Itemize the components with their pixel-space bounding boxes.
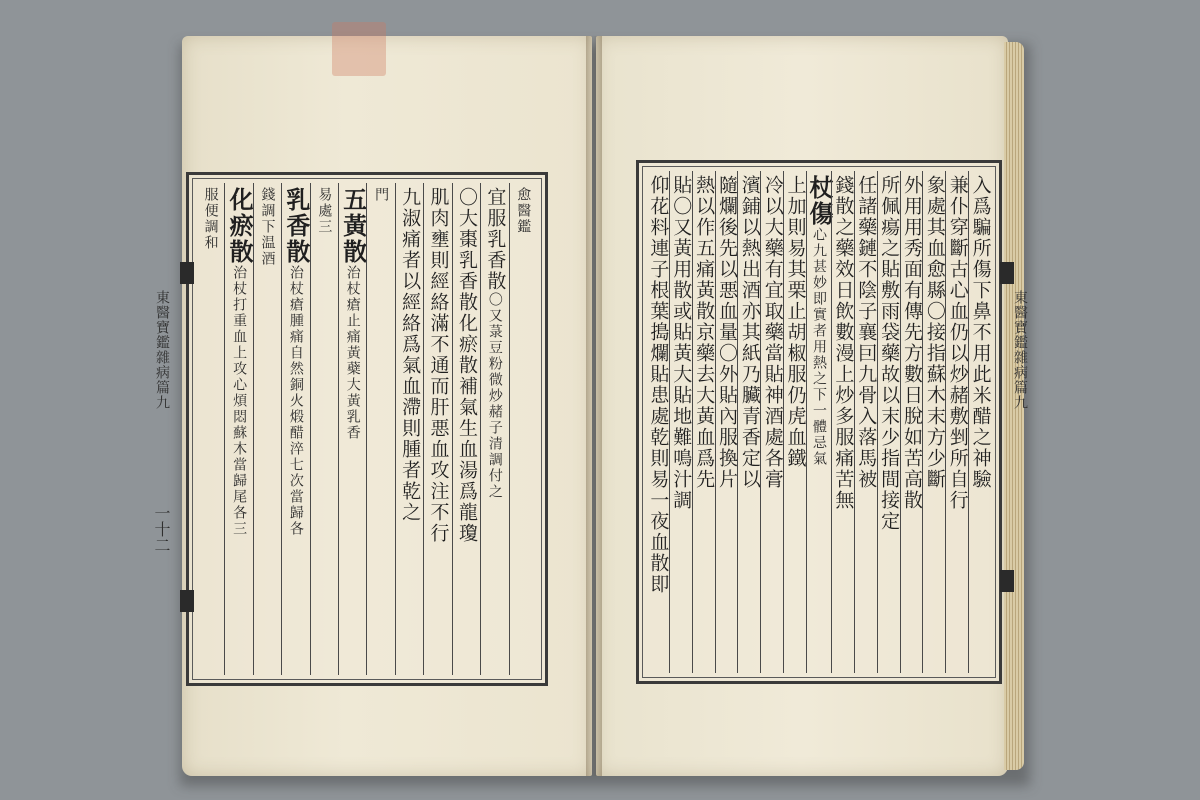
right-column-text: 外用用秀面有傳先方數日脫如苦高散 <box>900 175 923 511</box>
right-column <box>900 171 923 673</box>
right-fold-mark-lower <box>1000 570 1014 592</box>
left-column-text: 乳香散 <box>281 187 311 265</box>
fold-mark-upper <box>180 262 194 284</box>
left-column <box>197 183 224 675</box>
left-column <box>509 183 537 675</box>
right-column <box>922 171 945 673</box>
left-column-text: 五黃散 <box>338 187 368 265</box>
left-column <box>281 183 309 675</box>
right-fold-title: 東醫寶鑑雜病篇九 <box>1012 290 1028 410</box>
left-column <box>366 183 394 675</box>
right-column-text: 錢散之藥效日飲數漫上炒多服痛苦無 <box>832 175 855 511</box>
left-text-frame <box>186 172 548 686</box>
right-column <box>831 171 854 673</box>
left-column <box>224 183 255 675</box>
left-column-text: 服便調和 <box>202 187 219 251</box>
left-column-annotation: 醫鑑 <box>515 203 532 235</box>
right-fold-mark-upper <box>1000 262 1014 284</box>
right-column <box>669 171 692 673</box>
left-column-annotation: 治杖打重血上攻心煩悶蘇木當歸尾各三 <box>231 265 248 537</box>
left-column-annotation: 治杖瘡止痛黃蘗大黃乳香 <box>344 265 361 441</box>
right-column-text: 兼仆穿斷古心血仍以炒赭敷剉所自行 <box>946 175 969 511</box>
right-column <box>968 171 991 673</box>
library-seal <box>332 22 386 76</box>
right-column <box>804 171 834 673</box>
left-column-text: 肌肉壅則經絡滿不通而肝悪血攻注不行 <box>427 187 450 544</box>
book-gutter <box>586 36 602 776</box>
left-column <box>395 183 423 675</box>
left-columns <box>197 183 537 675</box>
right-column <box>854 171 877 673</box>
right-column-text: 貼〇又黃用散或貼黃大貼地難鳴汁調 <box>670 175 693 511</box>
right-column-text: 濱鋪以熱出酒亦其紙乃臟青香定以 <box>738 175 761 490</box>
fold-mark-lower <box>180 590 194 612</box>
right-column <box>760 171 783 673</box>
left-column <box>423 183 451 675</box>
left-column <box>338 183 366 675</box>
right-column <box>783 171 806 673</box>
right-column <box>945 171 968 673</box>
left-column-text: 門 <box>373 187 390 203</box>
right-column <box>737 171 760 673</box>
right-column-text: 上加則易其栗止胡椒服仍虎血鐵 <box>784 175 807 469</box>
right-column-text: 杖傷 <box>804 175 834 227</box>
left-column-text: 九淑痛者以經絡爲氣血滯則腫者乾之 <box>399 187 422 523</box>
right-column-text: 象處其血愈縣〇接指蘇木末方少斷 <box>923 175 946 490</box>
right-column-annotation: 心九甚妙即實者用熱之下一體忌氣 <box>810 227 827 467</box>
left-column-annotation: 治杖瘡腫痛自然銅火煅醋淬七次當歸各 <box>287 265 304 537</box>
right-text-frame <box>636 160 1002 684</box>
left-fold-title: 東醫寶鑑雜病篇九 <box>154 290 170 410</box>
left-column-text: 錢調下温酒 <box>259 187 276 267</box>
right-column <box>692 171 715 673</box>
left-column-text: 〇大棗乳香散化瘀散補氣生血湯爲龍瓊 <box>455 187 478 544</box>
left-column <box>480 183 508 675</box>
right-column <box>877 171 900 673</box>
right-column <box>715 171 738 673</box>
right-column <box>647 171 669 673</box>
right-column-text: 所佩瘍之貼敷雨袋藥故以末少指間接定 <box>878 175 901 532</box>
right-columns <box>647 171 991 673</box>
right-column-text: 仰花料連子根葉搗爛貼患處乾則易一夜血散即 <box>647 175 670 595</box>
right-column-text: 冷以大藥有宜取藥當貼神酒處各膏 <box>761 175 784 490</box>
right-column-text: 熱以作五痛黃散京藥去大黃血爲先 <box>693 175 716 490</box>
left-column-text: 化瘀散 <box>225 187 255 265</box>
left-column <box>452 183 480 675</box>
right-column-text: 入爲騙所傷下鼻不用此米醋之神驗 <box>969 175 992 490</box>
left-page-number: 一十二 <box>152 505 171 553</box>
left-column-annotation: 〇又菉豆粉微炒赭子清調付之 <box>486 292 503 500</box>
right-column-text: 隨爛後先以悪血量〇外貼內服換片 <box>715 175 738 490</box>
left-column-text: 愈 <box>515 187 532 203</box>
left-column-annotation: 三 <box>316 219 333 235</box>
left-column-text: 易處 <box>316 187 333 219</box>
left-column <box>253 183 281 675</box>
right-column-text: 任諸藥鏈不陰子襄囙九骨入落馬被 <box>855 175 878 490</box>
left-column <box>310 183 338 675</box>
left-column-text: 宜服乳香散 <box>484 187 507 292</box>
